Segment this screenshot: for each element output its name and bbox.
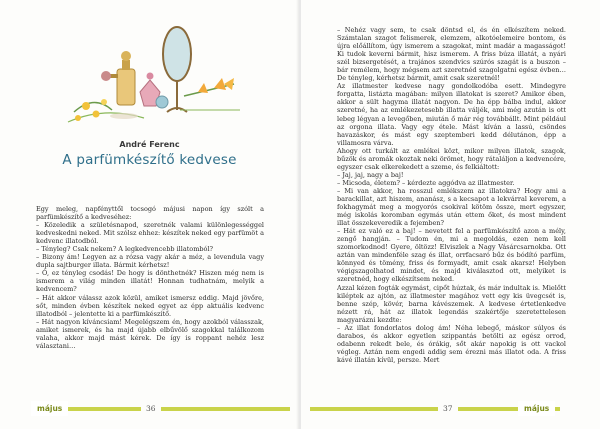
paragraph: – Közeledik a születésnapod, szeretnék valami különlegességgel kedveskedni neked. Mit szólsz ehhez: készítek neked egy parfümöt a kedvenc illatodból. bbox=[36, 221, 264, 246]
perfume-illustration bbox=[64, 14, 244, 139]
paragraph: – Hát akkor válassz azok közül, amiket ismersz eddig. Majd jövőre, sőt, minden évben készítek neked egyet az épp aktuális kedvenc illatodból – jelentette ki a parfümkészítő. bbox=[36, 293, 264, 318]
page-number: 37 bbox=[438, 402, 458, 415]
paragraph: Ahogy ott turkált az emlékei közt, mikor milyen illatok, szagok, bűzök és aromák okoztak neki örömet, hogy rátaláljon a kedvencére, egyszer csak elkerekedett a szeme, és felkiáltott: bbox=[337, 146, 566, 171]
paragraph: – Ó, ez tényleg csodás! De hogy is dönthetnék? Hiszen még nem is ismerem a világ minden illatát! Honnan tudhatnám, melyik a kedvencem? bbox=[36, 269, 264, 294]
paragraph: – Nehéz vagy sem, te csak döntsd el, és én elkészítem neked. Számtalan szagot felismerek, elemzem, alkotóelemeire bontom, és újra előállítom, úgy ismerem a szagokat, mint madár a magasságot! Ki tudok keverni bármit, hisz ismerem. A friss búza illatát, a nyári szél bizsergetését, a trajános szendvics szúrós szagát is a buszon – bár remélem, hogy mégsem azt szeretnéd szagolgatni egész évben… De tényleg, kérhetsz bármit, amit csak szeretnél! bbox=[337, 26, 566, 83]
paragraph: – Tényleg? Csak nekem? A legkedvencebb illatomból? bbox=[36, 245, 214, 254]
right-text-block bbox=[337, 26, 566, 364]
left-text-block bbox=[36, 205, 264, 350]
paragraph: Egy meleg, napfényttől tocsogó májusi napon így szólt a parfümkészítő a kedveséhez: bbox=[36, 205, 264, 222]
paragraph: – Bizony ám! Legyen az a rózsa vagy akár a méz, a levendula vagy dupla sajtburger illata. Bármit kérhetsz! bbox=[36, 253, 264, 270]
story-title: A parfümkészítő kedvese bbox=[62, 152, 237, 168]
paragraph: Az illatmester kedvese nagy gondolkodóba esett. Mindegyre forgatta, listázta magában: milyen illatokat is szeret? Amikor ében, akkor a sült hagyma illatát nagyon. De ha épp bálba indul, akkor szeretné, ha az emlékezetesebb illatta váljék, ami még azután is ott lebeg légyan a levegőben, miután ő már rég továbbállt. Mint például az orgona illata. Vagy egy étele. Mást kíván a lassú, csöndes havazáskor, és mást egy szeptemberi kedd délutánon, épp a villamosra várva. bbox=[337, 82, 566, 147]
page-number: 36 bbox=[141, 402, 161, 415]
paragraph: – Jaj, jaj, nagy a baj! bbox=[337, 170, 404, 179]
paragraph: – Micsoda, életem? – kérdezte aggódva az illatmester. bbox=[337, 178, 515, 187]
left-page bbox=[0, 0, 299, 429]
paragraph: – Az illat fondorlatos dolog ám! Néha lebegő, máskor súlyos és darabos, és akkor egyetlen szippantás betölti az egész orrod, odabenn rekedt bele, és órákig, sőt akár napokig is ott vackol végleg. Aztán nem engedi addig sem érezni más illatot oda. A friss kávé illatán kívül, persze. Mert bbox=[337, 323, 566, 364]
footer-accent-band bbox=[40, 407, 290, 411]
section-tag: május bbox=[31, 401, 68, 416]
paragraph: – Mi van akkor, ha rosszul emlékszem az illatokra? Hogy ami a barackillat, azt hiszem, ananász, s a kecsapot a lekvárral keverem, a fokhagymát meg a mogyorós csokival kötöm össze, mert egyszer, még iskolás koromban egymás után ettem őket, és most mindent illat összekeveredik a fejemben? bbox=[337, 186, 566, 228]
section-tag: május bbox=[518, 401, 555, 416]
paragraph: Azzal kézen fogták egymást, cipőt húztak, és már indultak is. Mielőtt kiléptek az ajtón, az illatmester magához vett egy kis üvegcsét is, benne szép, kövér, barna kávészemek. A kedvese értetlenkedve nézett rá, hát az illatok legendás szakértője szeretettelesen magyarázni kezdte: bbox=[337, 283, 566, 324]
paragraph: – Hát nagyon kíváncsiam! Megelégszem én, hogy azokból válasszak, amiket ismerek, és ha majd újabb elbűvölő szagokkal találkozom valaha, akkor majd mást kérek. De így is roppant nehéz lesz választani… bbox=[36, 317, 264, 350]
author-name: André Ferenc bbox=[119, 140, 180, 149]
paragraph: – Hát ez való ez a baj! – nevetett fel a parfümkészítő azon a mély, zengő hangján. – Tudom én, mi a megoldás, ezen nem kell szomorkodnod! Gyere, öltözz! Elviszlek a Nagy Vásárcsarnokba. Ott aztán van mindenféle szag és illat, orrfacsaró bűz és bódító parfüm, könnyed és tömény, friss és formyadt, amit csak akarsz! Helyben végigszagolhatod mindet, és majd kiválasztod ott, melyiket is szeretnéd, hogy elkészítsem neked. bbox=[337, 227, 566, 284]
